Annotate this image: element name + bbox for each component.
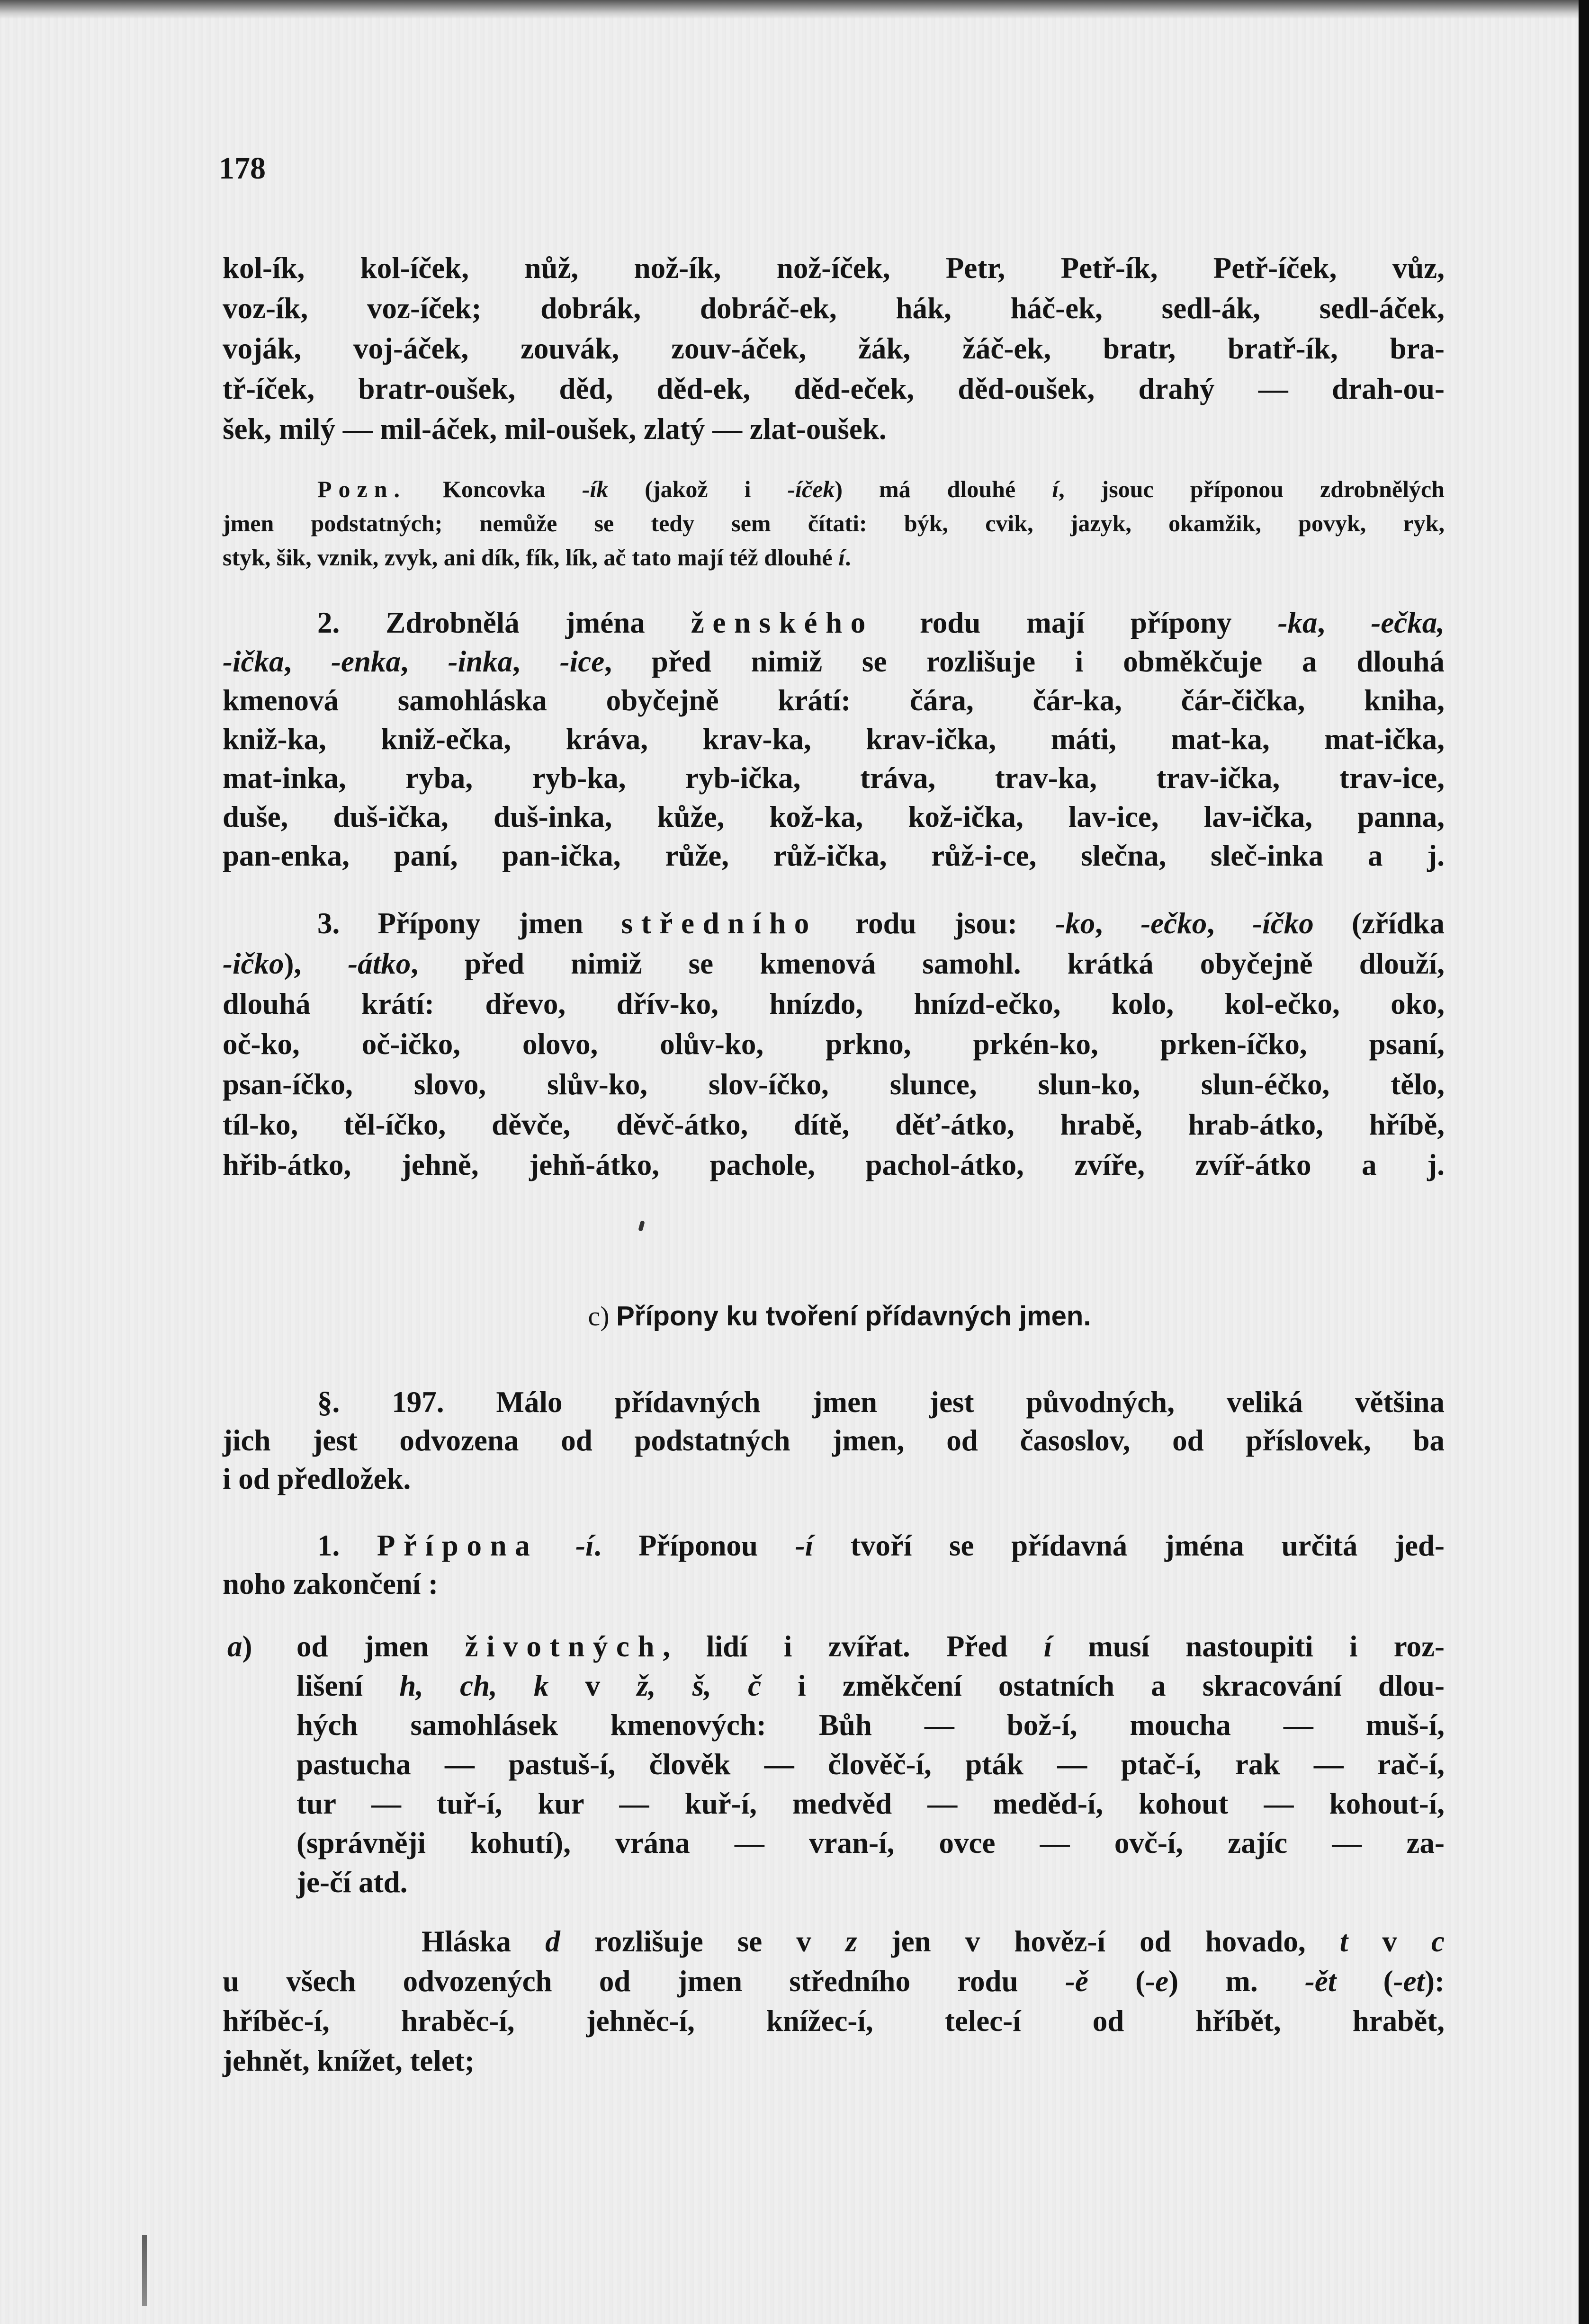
text-line	[223, 1145, 1445, 1185]
text-segment: kniž-ka, kniž-ečka, kráva, krav-ka, krav-ička, máti, mat-ka, mat-ička,	[223, 723, 1445, 756]
scan-top-edge	[0, 0, 1589, 19]
spaced-text: středního	[621, 907, 817, 940]
text-segment: (správněji kohutí), vrána — vran-í, ovce — ovč-í, zajíc — za-	[296, 1826, 1445, 1859]
text-segment: .	[845, 544, 851, 571]
italic-text: -átko	[348, 947, 411, 980]
text-segment: Hláska	[422, 1925, 546, 1958]
text-segment: kmenová samohláska obyčejně krátí: čára, čár-ka, čár-čička, kniha,	[223, 684, 1445, 717]
text-line	[223, 1024, 1445, 1064]
text-line	[223, 903, 1445, 944]
italic-text: -enka	[331, 645, 401, 678]
text-line	[223, 1105, 1445, 1145]
italic-text: -ko	[1055, 907, 1095, 940]
text-segment: , jsouc příponou zdrobnělých	[1059, 476, 1445, 502]
text-line	[223, 1421, 1445, 1460]
text-segment: ,	[1207, 907, 1253, 940]
text-segment: (	[1336, 1965, 1393, 1998]
italic-text: -ět	[1304, 1965, 1337, 1998]
text-segment: (	[1088, 1965, 1146, 1998]
text-segment: (zřídka	[1313, 907, 1445, 940]
text-line	[223, 1922, 1445, 1961]
italic-text: -ečko	[1140, 907, 1207, 940]
text-segment: šek, milý — mil-áček, mil-oušek, zlatý — zlat-oušek.	[223, 412, 887, 446]
text-line	[223, 2001, 1445, 2041]
text-segment: od jmen	[296, 1630, 465, 1663]
text-segment: , lidí i zvířat. Před	[663, 1630, 1044, 1663]
text-line	[296, 1784, 1445, 1823]
text-line	[223, 540, 1445, 574]
text-segment: styk, šik, vznik, zvyk, ani dík, fík, lík, ač tato mají též dlouhé	[223, 544, 839, 571]
section-heading-marker: c)	[588, 1301, 610, 1332]
text-segment: . Příponou	[593, 1529, 795, 1562]
text-line	[223, 2041, 1445, 2081]
text-segment	[538, 1529, 575, 1562]
italic-text: í	[838, 544, 845, 571]
text-segment: noho zakončení :	[223, 1567, 439, 1600]
text-segment: oč-ko, oč-ičko, olovo, olův-ko, prkno, prkén-ko, prken-íčko, psaní,	[223, 1028, 1445, 1061]
section-heading	[0, 1297, 1589, 1335]
text-line	[223, 642, 1445, 681]
text-line	[223, 1961, 1445, 2001]
paragraph-hlaska	[223, 1922, 1445, 2081]
text-segment: tř-íček, bratr-oušek, děd, děd-ek, děd-eček, děd-oušek, drahý — drah-ou-	[223, 372, 1445, 405]
italic-text: í	[1043, 1630, 1052, 1663]
text-segment: kol-ík, kol-íček, nůž, nož-ík, nož-íček, Petr, Petř-ík, Petř-íček, vůz,	[223, 251, 1445, 285]
spaced-text: ženského	[691, 606, 874, 639]
text-line	[223, 720, 1445, 759]
ink-mark	[638, 1220, 645, 1232]
italic-text: h, ch, k	[399, 1669, 549, 1702]
text-line	[223, 984, 1445, 1024]
scan-artifact	[142, 2235, 147, 2306]
italic-text: -ičko	[223, 947, 284, 980]
scan-right-edge	[1579, 0, 1589, 2324]
text-line	[223, 288, 1445, 329]
text-segment: ,	[512, 645, 560, 678]
spaced-text: životných	[465, 1630, 663, 1663]
text-segment: i změkčení ostatních a skracování dlou-	[761, 1669, 1445, 1702]
text-line	[223, 797, 1445, 836]
item-a-paren: )	[242, 1630, 252, 1663]
text-line	[223, 1383, 1445, 1421]
item-a-letter: a	[227, 1630, 242, 1663]
text-segment: i od předložek.	[223, 1462, 411, 1495]
text-line	[223, 1565, 1445, 1603]
spaced-text: Přípona	[377, 1529, 539, 1562]
text-segment: , před nimiž se kmenová samohl. krátká obyčejně dlouží,	[411, 947, 1445, 980]
text-line	[296, 1706, 1445, 1745]
text-line	[296, 1666, 1445, 1706]
text-segment: hříběc-í, hraběc-í, jehněc-í, knížec-í, telec-í od hříbět, hrabět,	[223, 2004, 1445, 2038]
text-segment: duše, duš-ička, duš-inka, kůže, kož-ka, kož-ička, lav-ice, lav-ička, panna,	[223, 800, 1445, 833]
italic-text: d	[545, 1925, 560, 1958]
text-segment: §. 197. Málo přídavných jmen jest původných, veliká většina	[317, 1385, 1445, 1419]
text-segment: (jakož i	[608, 476, 788, 502]
text-segment: psan-íčko, slovo, slův-ko, slov-íčko, slunce, slun-ko, slun-éčko, tělo,	[223, 1068, 1445, 1101]
italic-text: c	[1431, 1925, 1445, 1958]
text-segment: v	[548, 1669, 637, 1702]
text-segment: jehnět, knížet, telet;	[223, 2044, 475, 2077]
text-segment: u všech odvozených od jmen středního rodu	[223, 1965, 1065, 1998]
text-segment: ,	[284, 645, 332, 678]
text-segment: ) m.	[1168, 1965, 1305, 1998]
italic-text: t	[1339, 1925, 1348, 1958]
italic-text: -e	[1145, 1965, 1169, 1998]
text-line	[223, 681, 1445, 720]
text-segment: hých samohlásek kmenových: Bůh — bož-í, moucha — muš-í,	[296, 1708, 1445, 1742]
text-line	[223, 248, 1445, 288]
italic-text: -inka	[448, 645, 513, 678]
text-line	[296, 1627, 1445, 1666]
text-segment: v	[1348, 1925, 1432, 1958]
text-line	[223, 836, 1445, 875]
text-segment: pastucha — pastuš-í, člověk — člověč-í, pták — ptač-í, rak — rač-í,	[296, 1748, 1445, 1781]
text-segment: hřib-átko, jehně, jehň-átko, pachole, pachol-átko, zvíře, zvíř-átko a j.	[223, 1148, 1445, 1181]
text-line	[296, 1745, 1445, 1784]
text-segment: Koncovka	[406, 476, 582, 502]
text-segment: voz-ík, voz-íček; dobrák, dobráč-ek, hák, háč-ek, sedl-ák, sedl-áček,	[223, 292, 1445, 325]
text-line	[223, 759, 1445, 797]
spaced-text: Pozn.	[317, 476, 407, 502]
italic-text: -ička	[223, 645, 284, 678]
italic-text: -ě	[1065, 1965, 1088, 1998]
text-line	[223, 1527, 1445, 1565]
page-number: 178	[219, 151, 266, 186]
text-segment: pan-enka, paní, pan-ička, růže, růž-ička, růž-i-ce, slečna, sleč-inka a j.	[223, 839, 1445, 872]
note-paragraph	[223, 472, 1445, 574]
italic-text: -íček	[787, 476, 835, 502]
italic-text: z	[845, 1925, 857, 1958]
paragraph-3-neuter	[223, 903, 1445, 1185]
text-segment: 3. Přípony jmen	[317, 907, 621, 940]
section-heading-title: Přípony ku tvoření přídavných jmen.	[616, 1301, 1091, 1332]
italic-text: ž, š, č	[637, 1669, 762, 1702]
text-line	[223, 1460, 1445, 1498]
italic-text: -í	[795, 1529, 814, 1562]
text-segment: musí nastoupiti i roz-	[1052, 1630, 1445, 1663]
text-segment: jmen podstatných; nemůže se tedy sem čítati: býk, cvik, jazyk, okamžik, povyk, ryk,	[223, 510, 1445, 536]
text-segment: ,	[401, 645, 448, 678]
paragraph-197	[223, 1383, 1445, 1498]
text-line	[223, 1064, 1445, 1105]
text-segment: rozlišuje se v	[560, 1925, 846, 1958]
text-segment: , před nimiž se rozlišuje i obměkčuje a dlouhá	[604, 645, 1445, 678]
text-line	[223, 944, 1445, 984]
text-segment: ):	[1425, 1965, 1445, 1998]
text-segment: ),	[284, 947, 348, 980]
text-segment: je-čí atd.	[296, 1866, 408, 1899]
text-line	[296, 1863, 1445, 1902]
italic-text: -í	[575, 1529, 594, 1562]
paragraph-diminutive-masculine	[223, 248, 1445, 449]
text-segment: voják, voj-áček, zouvák, zouv-áček, žák, žáč-ek, bratr, bratř-ík, bra-	[223, 332, 1445, 365]
italic-text: -ice	[559, 645, 605, 678]
text-segment: ,	[1317, 606, 1371, 639]
text-line	[223, 329, 1445, 369]
text-line	[223, 472, 1445, 506]
text-line	[223, 409, 1445, 449]
item-a-marker	[227, 1627, 252, 1666]
text-segment: ,	[1095, 907, 1141, 940]
text-segment: jen v hověz-í od hovado,	[857, 1925, 1340, 1958]
italic-text: -ka	[1277, 606, 1318, 639]
paragraph-suffix-i	[223, 1527, 1445, 1603]
text-segment: mat-inka, ryba, ryb-ka, ryb-ička, tráva, trav-ka, trav-ička, trav-ice,	[223, 761, 1445, 795]
text-line	[223, 603, 1445, 642]
text-segment: rodu jsou:	[817, 907, 1056, 940]
text-line	[223, 506, 1445, 540]
text-segment: jich jest odvozena od podstatných jmen, od časoslov, od příslovek, ba	[223, 1424, 1445, 1457]
text-segment: 2. Zdrobnělá jména	[317, 606, 691, 639]
text-segment: tvoří se přídavná jména určitá jed-	[813, 1529, 1445, 1562]
text-line	[223, 369, 1445, 409]
italic-text: -et	[1393, 1965, 1425, 1998]
paragraph-2-feminine	[223, 603, 1445, 875]
text-segment: tur — tuř-í, kur — kuř-í, medvěd — meděd-í, kohout — kohout-í,	[296, 1787, 1445, 1820]
text-line	[296, 1823, 1445, 1863]
italic-text: í	[1052, 476, 1059, 502]
text-segment: rodu mají přípony	[873, 606, 1278, 639]
text-segment: tíl-ko, těl-íčko, děvče, děvč-átko, dítě, děť-átko, hrabě, hrab-átko, hříbě,	[223, 1108, 1445, 1141]
italic-text: -ík	[582, 476, 609, 502]
text-segment: dlouhá krátí: dřevo, dřív-ko, hnízdo, hnízd-ečko, kolo, kol-ečko, oko,	[223, 987, 1445, 1020]
italic-text: -íčko	[1252, 907, 1314, 940]
text-segment: lišení	[296, 1669, 400, 1702]
item-a-paragraph	[296, 1627, 1445, 1902]
text-segment: 1.	[317, 1529, 377, 1562]
text-segment: ) má dlouhé	[835, 476, 1052, 502]
italic-text: -ečka,	[1371, 606, 1445, 639]
